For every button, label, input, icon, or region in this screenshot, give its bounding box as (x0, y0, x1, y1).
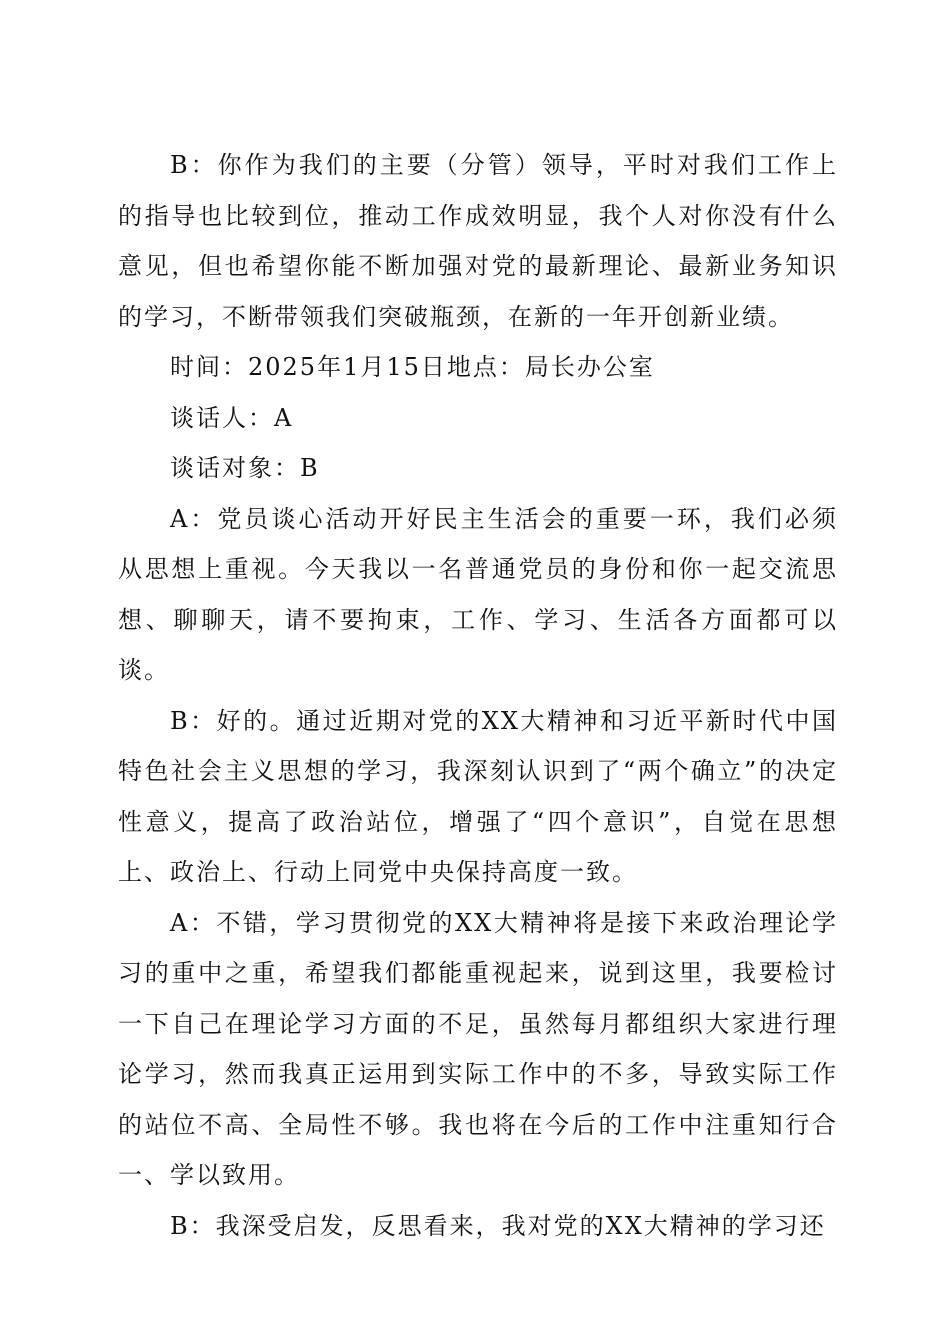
paragraph-time-location: 时间：2025年1月15日地点：局长办公室 (170, 353, 655, 381)
paragraph-interviewee: 谈话对象：B (170, 454, 320, 482)
paragraph-a-reflection: A：不错，学习贯彻党的XX大精神将是接下来政治理论学习的重中之重，希望我们都能重视起来，说到这里，我要检讨一下自己在理论学习方面的不足，虽然每月都组织大家进行理论学习，然而我真正运用到实际工作中的不多，导致实际工作的站位不高、全局性不够。我也将在今后的工作中注重知行合一、学以致用。 (118, 908, 838, 1189)
paragraph-b-feedback: B：你作为我们的主要（分管）领导，平时对我们工作上的指导也比较到位，推动工作成效明显，我个人对你没有什么意见，但也希望你能不断加强对党的最新理论、最新业务知识的学习，不断带领我们突破瓶颈，在新的一年开创新业绩。 (118, 151, 838, 331)
paragraph-b-continued: B：我深受启发，反思看来，我对党的XX大精神的学习还 (170, 1211, 826, 1240)
paragraph-a-opening: A：党员谈心活动开好民主生活会的重要一环，我们必须从思想上重视。今天我以一名普通党员的身份和你一起交流思想、聊聊天，请不要拘束，工作、学习、生活各方面都可以谈。 (118, 504, 838, 684)
paragraph-b-study: B：好的。通过近期对党的XX大精神和习近平新时代中国特色社会主义思想的学习，我深刻认识到了“两个确立”的决定性意义，提高了政治站位，增强了“四个意识”，自觉在思想上、政治上、行动上同党中央保持高度一致。 (118, 706, 838, 886)
paragraph-speaker: 谈话人：A (170, 403, 294, 432)
document-body (118, 140, 838, 1251)
